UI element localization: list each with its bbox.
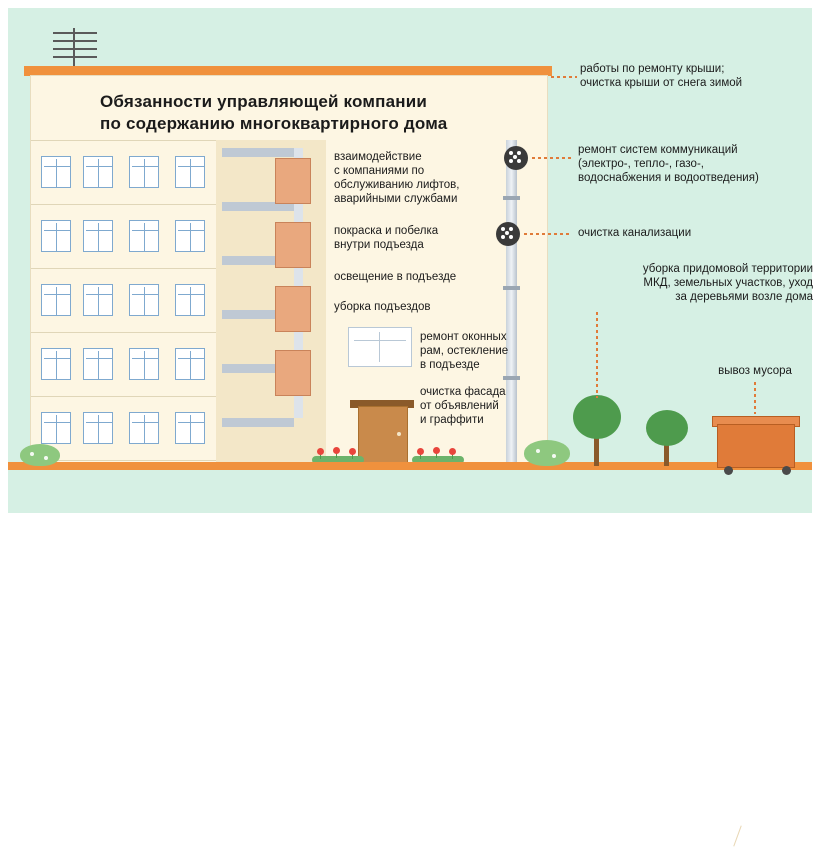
window-icon <box>348 327 412 367</box>
window-icon <box>129 284 159 316</box>
antenna-icon <box>45 28 105 68</box>
page-title <box>56 82 516 138</box>
list-item: взаимодействие <box>334 151 422 163</box>
entrance-door-icon <box>275 158 311 204</box>
callout-line: очистка канализации <box>578 227 692 239</box>
window-icon <box>129 412 159 444</box>
ground-area <box>8 470 812 513</box>
bush-icon <box>20 444 60 466</box>
callout-sewer <box>578 226 758 240</box>
callout-line: ремонт систем коммуникаций <box>578 144 738 156</box>
window-icon <box>129 220 159 252</box>
callout-line: уборка придомовой территории <box>642 263 813 275</box>
callout-line: вывоз мусора <box>718 365 792 377</box>
window-icon <box>41 412 71 444</box>
list-item: очистка фасада <box>420 386 506 398</box>
title-line-1: Обязанности управляющей компании <box>100 92 428 111</box>
window-icon <box>41 156 71 188</box>
leader-line <box>532 157 574 159</box>
list-item: обслуживанию лифтов, <box>334 179 460 191</box>
window-icon <box>83 412 113 444</box>
list-item: с компаниями по <box>334 165 425 177</box>
window-icon <box>83 156 113 188</box>
callout-line: МКД, земельных участков, уход <box>643 277 813 289</box>
callout-roof <box>580 62 810 90</box>
list-item: ремонт оконных <box>420 331 507 343</box>
window-repair-text <box>420 330 530 372</box>
leader-line <box>754 382 756 414</box>
entrance-door-icon <box>358 406 408 465</box>
callout-line: водоснабжения и водоотведения) <box>578 172 759 184</box>
title-line-2: по содержанию многоквартирного дома <box>100 114 448 133</box>
window-icon <box>175 284 205 316</box>
list-item: уборка подъездов <box>334 301 431 313</box>
window-icon <box>83 284 113 316</box>
window-icon <box>175 220 205 252</box>
manhole-icon <box>496 222 520 246</box>
entrance-door-icon <box>275 286 311 332</box>
entrance-door-icon <box>275 222 311 268</box>
list-item: в подъезде <box>420 359 480 371</box>
callout-line: очистка крыши от снега зимой <box>580 77 743 89</box>
manhole-icon <box>504 146 528 170</box>
callout-line: (электро-, тепло-, газо-, <box>578 158 704 170</box>
list-item: освещение в подъезде <box>334 271 457 283</box>
bush-icon <box>524 440 570 466</box>
leader-line <box>524 233 572 235</box>
window-icon <box>175 348 205 380</box>
building-facade <box>31 140 216 462</box>
list-item: внутри подъезда <box>334 239 424 251</box>
callout-communications <box>578 143 814 185</box>
tree-crown <box>573 395 621 439</box>
window-icon <box>129 156 159 188</box>
callout-line: работы по ремонту крыши; <box>580 63 725 75</box>
window-icon <box>175 412 205 444</box>
dumpster-icon <box>717 424 795 468</box>
window-icon <box>129 348 159 380</box>
leader-line <box>596 312 598 398</box>
facade-cleaning-text <box>420 385 530 427</box>
window-icon <box>83 220 113 252</box>
leader-line <box>551 76 577 78</box>
window-icon <box>41 348 71 380</box>
tree-crown <box>646 410 688 446</box>
callout-garbage <box>700 364 810 378</box>
list-item: рам, остекление <box>420 345 509 357</box>
list-item: аварийными службами <box>334 193 458 205</box>
window-icon <box>175 156 205 188</box>
list-item: от объявлений <box>420 400 499 412</box>
window-icon <box>83 348 113 380</box>
callout-line: за деревьями возле дома <box>675 291 813 303</box>
window-icon <box>41 284 71 316</box>
entrance-door-icon <box>275 350 311 396</box>
window-icon <box>41 220 71 252</box>
callout-territory <box>585 262 813 304</box>
list-item: и граффити <box>420 414 484 426</box>
ground-line <box>8 462 812 470</box>
list-item: покраска и побелка <box>334 225 439 237</box>
